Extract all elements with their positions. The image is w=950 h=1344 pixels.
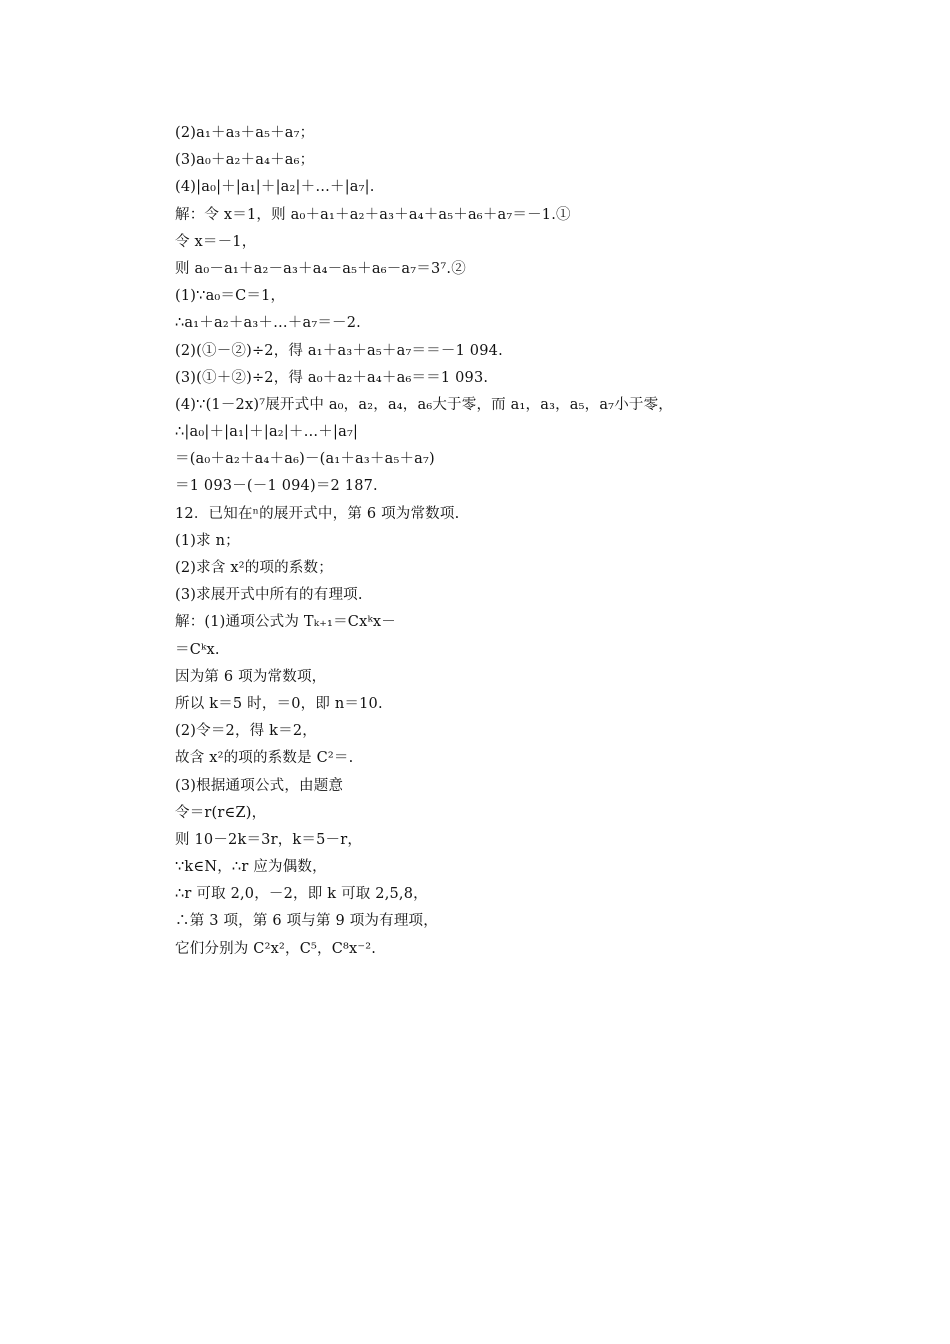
text-line: (3)a₀＋a₂＋a₄＋a₆； bbox=[175, 152, 315, 169]
text-line: 所以 k＝5 时，＝0，即 n＝10. bbox=[175, 695, 383, 712]
text-line: 解：(1)通项公式为 Tₖ₊₁＝Cxᵏx－ bbox=[175, 614, 397, 631]
text-line: 令＝r(r∈Z)， bbox=[175, 804, 267, 821]
text-line: (3)(①＋②)÷2，得 a₀＋a₂＋a₄＋a₆＝＝1 093. bbox=[175, 369, 489, 386]
text-line: (2)求含 x²的项的系数； bbox=[175, 560, 333, 576]
solution-text bbox=[175, 120, 795, 963]
text-line: (1)求 n； bbox=[175, 532, 240, 549]
text-line: (4)|a₀|＋|a₁|＋|a₂|＋…＋|a₇|. bbox=[175, 179, 375, 196]
text-line: (2)令＝2，得 k＝2， bbox=[175, 723, 317, 740]
text-line: 则 10－2k＝3r，k＝5－r， bbox=[175, 831, 363, 848]
text-line: ∵k∈N，∴r 应为偶数， bbox=[175, 859, 327, 876]
text-line: (3)求展开式中所有的有理项. bbox=[175, 587, 363, 604]
text-line: ＝(a₀＋a₂＋a₄＋a₆)－(a₁＋a₃＋a₅＋a₇) bbox=[175, 451, 435, 468]
text-line: 故含 x²的项的系数是 C²＝. bbox=[175, 750, 354, 767]
text-line: ∴a₁＋a₂＋a₃＋…＋a₇＝－2. bbox=[175, 315, 361, 332]
text-line: (4)∵(1－2x)⁷展开式中 a₀，a₂，a₄，a₆大于零，而 a₁，a₃，a₅，a₇小于零， bbox=[175, 396, 673, 413]
text-line: 则 a₀－a₁＋a₂－a₃＋a₄－a₅＋a₆－a₇＝3⁷.② bbox=[175, 260, 466, 277]
text-line: ∴第 3 项，第 6 项与第 9 项为有理项， bbox=[175, 913, 438, 930]
text-line: 它们分别为 C²x²，C⁵，C⁸x⁻². bbox=[175, 940, 377, 957]
text-line: 解：令 x＝1，则 a₀＋a₁＋a₂＋a₃＋a₄＋a₅＋a₆＋a₇＝－1.① bbox=[175, 206, 571, 223]
text-line: ∴|a₀|＋|a₁|＋|a₂|＋…＋|a₇| bbox=[175, 424, 359, 441]
text-line: (3)根据通项公式，由题意 bbox=[175, 777, 344, 794]
text-line: 令 x＝－1， bbox=[175, 233, 257, 250]
text-line: (2)(①－②)÷2，得 a₁＋a₃＋a₅＋a₇＝＝－1 094. bbox=[175, 342, 503, 359]
text-line: (2)a₁＋a₃＋a₅＋a₇； bbox=[175, 125, 315, 141]
question-12-title: 12．已知在ⁿ的展开式中，第 6 项为常数项. bbox=[175, 505, 460, 522]
text-line: ∴r 可取 2,0，－2，即 k 可取 2,5,8， bbox=[175, 886, 428, 903]
text-line: ＝1 093－(－1 094)＝2 187. bbox=[175, 478, 378, 495]
text-line: ＝Cᵏx. bbox=[175, 641, 220, 658]
text-line: (1)∵a₀＝C＝1， bbox=[175, 288, 286, 305]
text-line: 因为第 6 项为常数项， bbox=[175, 668, 327, 685]
